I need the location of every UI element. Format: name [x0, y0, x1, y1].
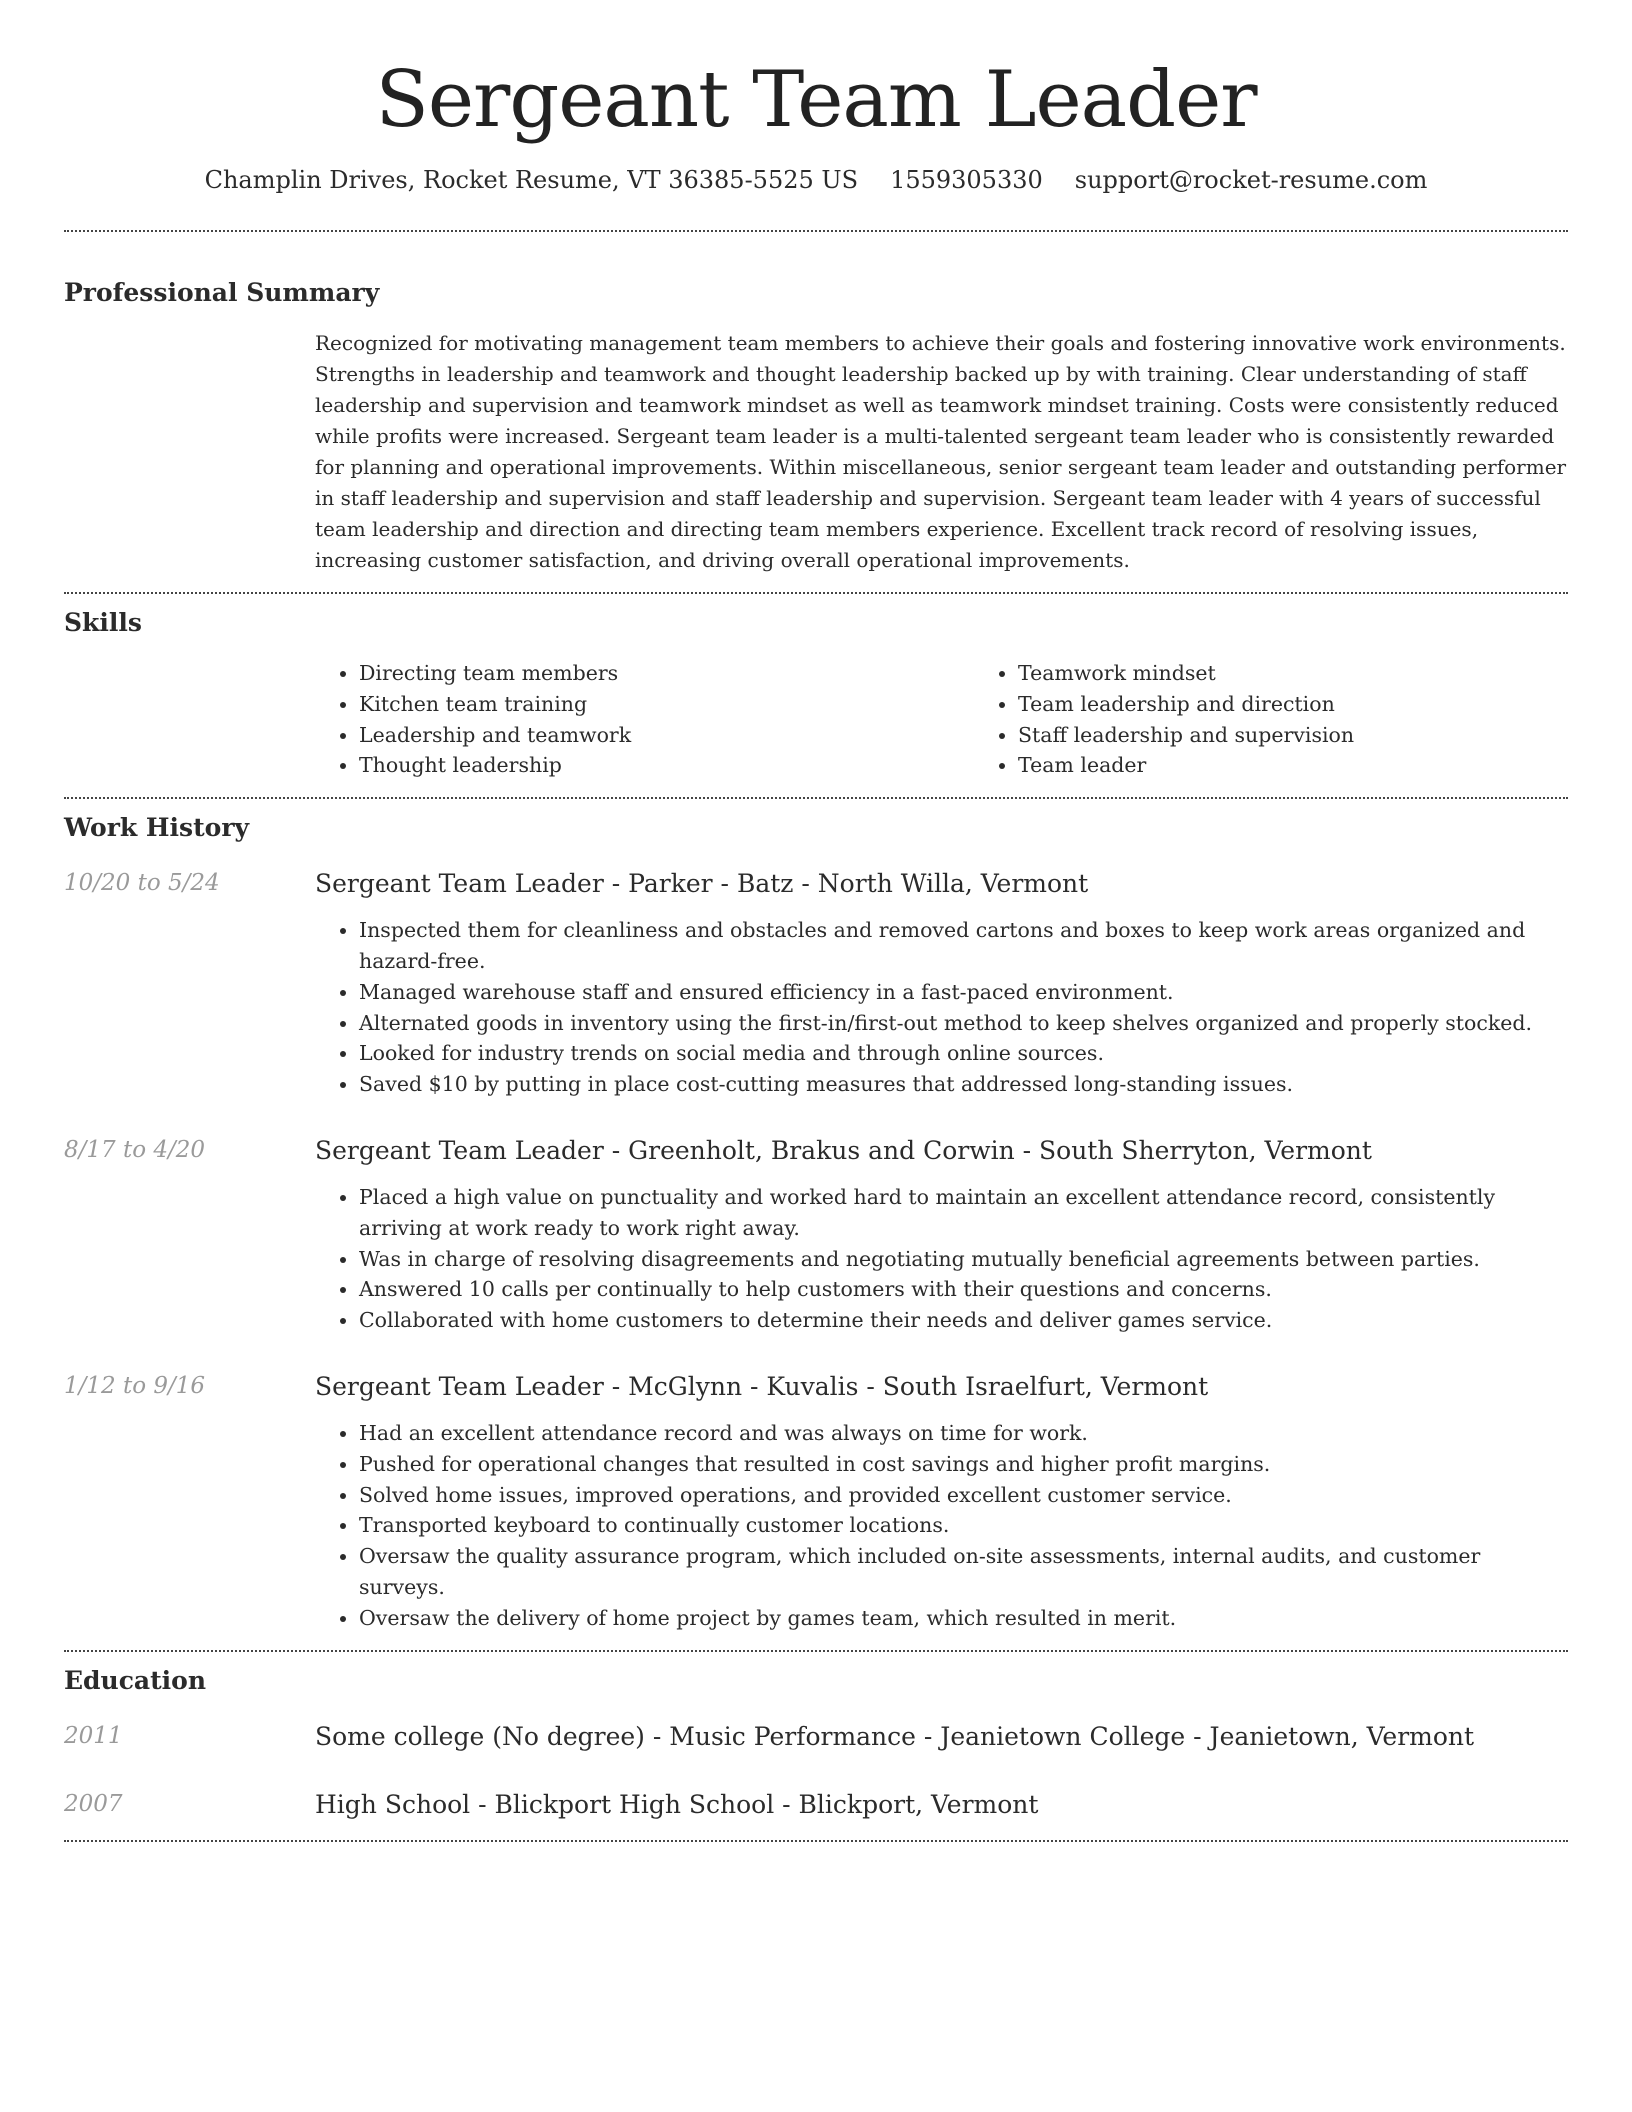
education-heading [315, 1720, 1568, 1754]
summary-text: Recognized for motivating management team members to achieve their goals and fostering innovative work environments. Strengths in leadership and teamwork and thought leadership backed up by with training. Clear understanding of staff leadership and supervision and teamwork mindset as well as teamwork mindset training. Costs were consistently reduced while profits were increased. Sergeant team leader is a multi-talented sergeant team leader who is consistently rewarded for planning and operational improvements. Within miscellaneous, senior sergeant team leader and outstanding performer in staff leadership and supervision and staff leadership and supervision. Sergeant team leader with 4 years of successful team leadership and direction and directing team members experience. Excellent track record of resolving issues, increasing customer satisfaction, and driving overall operational improvements. [315, 331, 1567, 572]
summary-section [64, 276, 1568, 576]
divider [64, 592, 1568, 594]
education-degree: Some college (No degree) - Music Performance [315, 1721, 916, 1751]
job-employer: - Greenholt, Brakus and Corwin - South Sherryton, Vermont [603, 1135, 1372, 1165]
section-title-skills: Skills [64, 608, 142, 637]
skills-column-2 [974, 658, 1632, 781]
job-dates: 8/17 to 4/20 [64, 1136, 206, 1163]
job-bullet: • Placed a high value on punctuality and worked hard to maintain an excellent attendance record, consistently arriving at work ready to work right away. [359, 1182, 1568, 1244]
job-bullet: • Managed warehouse staff and ensured efficiency in a fast-paced environment. [359, 977, 1568, 1008]
job-bullet: • Was in charge of resolving disagreements and negotiating mutually beneficial agreements between parties. [359, 1244, 1568, 1275]
job-bullet: • Saved $10 by putting in place cost-cutting measures that addressed long-standing issues. [359, 1069, 1568, 1100]
job-entry [64, 1134, 1568, 1336]
education-entry [64, 1720, 1568, 1754]
contact-email: support@rocket-resume.com [1074, 166, 1428, 194]
job-bullet: • Answered 10 calls per continually to help customers with their questions and concerns. [359, 1274, 1568, 1305]
job-position: Sergeant Team Leader [315, 1135, 604, 1165]
skill-item: • Teamwork mindset [1018, 658, 1632, 689]
job-dates: 10/20 to 5/24 [64, 870, 220, 897]
education-year: 2007 [64, 1790, 123, 1817]
divider [64, 797, 1568, 799]
job-bullet: • Looked for industry trends on social media and through online sources. [359, 1038, 1568, 1069]
job-bullet: • Transported keyboard to continually customer locations. [359, 1510, 1568, 1541]
skill-item: • Team leadership and direction [1018, 689, 1632, 720]
education-school: - Blickport High School - Blickport, Vermont [470, 1789, 1039, 1819]
job-heading [315, 1134, 1568, 1168]
job-bullet: • Pushed for operational changes that resulted in cost savings and higher profit margins. [359, 1449, 1568, 1480]
section-title-summary: Professional Summary [64, 278, 380, 307]
job-employer: - Parker - Batz - North Willa, Vermont [603, 869, 1089, 899]
job-employer: - McGlynn - Kuvalis - South Israelfurt, Vermont [603, 1371, 1209, 1401]
section-title-work: Work History [64, 813, 250, 843]
job-dates: 1/12 to 9/16 [64, 1372, 206, 1399]
divider [64, 230, 1568, 232]
job-position: Sergeant Team Leader [315, 1371, 604, 1401]
divider [64, 1840, 1568, 1842]
job-bullets [315, 1182, 1568, 1336]
job-position: Sergeant Team Leader [315, 869, 604, 899]
skills-column-1 [315, 658, 974, 781]
skills-section [64, 606, 1568, 781]
education-degree: High School [315, 1789, 471, 1819]
candidate-name: Sergeant Team Leader [375, 55, 1257, 145]
contact-line [64, 164, 1568, 196]
job-bullet: • Oversaw the quality assurance program, which included on-site assessments, internal audits, and customer surveys. [359, 1541, 1568, 1603]
skill-item: • Kitchen team training [359, 689, 974, 720]
skill-item: • Staff leadership and supervision [1018, 720, 1632, 751]
education-entry [64, 1788, 1568, 1822]
education-section [64, 1664, 1568, 1822]
contact-phone: 1559305330 [890, 166, 1043, 194]
skill-item: • Directing team members [359, 658, 974, 689]
contact-address: Champlin Drives, Rocket Resume, VT 36385-5525 US [204, 166, 859, 194]
skill-item: • Team leader [1018, 750, 1632, 781]
job-bullets [315, 1418, 1568, 1634]
education-school: - Jeanietown College - Jeanietown, Vermont [915, 1721, 1475, 1751]
education-year: 2011 [64, 1722, 123, 1749]
job-bullet: • Inspected them for cleanliness and obstacles and removed cartons and boxes to keep work areas organized and hazard-free. [359, 915, 1568, 977]
section-title-education: Education [64, 1665, 207, 1695]
job-bullet: • Solved home issues, improved operations, and provided excellent customer service. [359, 1480, 1568, 1511]
job-bullets [315, 915, 1568, 1100]
work-section [64, 811, 1568, 1633]
job-bullet: • Had an excellent attendance record and was always on time for work. [359, 1418, 1568, 1449]
job-heading [315, 1370, 1568, 1404]
job-entry [64, 867, 1568, 1100]
job-entry [64, 1370, 1568, 1634]
job-bullet: • Oversaw the delivery of home project by games team, which resulted in merit. [359, 1603, 1568, 1634]
divider [64, 1650, 1568, 1652]
job-bullet: • Collaborated with home customers to determine their needs and deliver games service. [359, 1305, 1568, 1336]
job-bullet: • Alternated goods in inventory using the first-in/first-out method to keep shelves organized and properly stocked. [359, 1008, 1568, 1039]
education-heading [315, 1788, 1568, 1822]
job-heading [315, 867, 1568, 901]
skill-item: • Thought leadership [359, 750, 974, 781]
skill-item: • Leadership and teamwork [359, 720, 974, 751]
